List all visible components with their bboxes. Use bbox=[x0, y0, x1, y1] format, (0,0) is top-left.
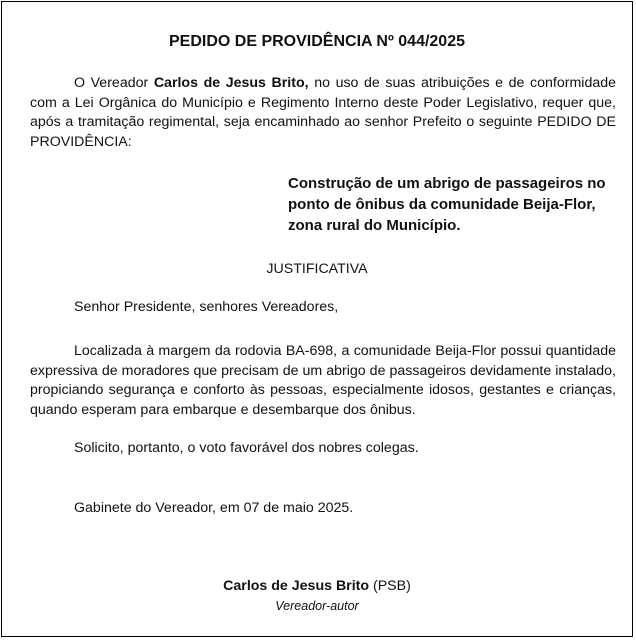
request-text: Construção de um abrigo de passageiros no ponto de ônibus da comunidade Beija-Flor, zona rural do Município. bbox=[288, 175, 606, 234]
signature-party: (PSB) bbox=[369, 578, 411, 594]
signature-role: Vereador-autor bbox=[275, 599, 359, 613]
document-title: PEDIDO DE PROVIDÊNCIA Nº 044/2025 bbox=[168, 33, 465, 50]
intro-before-name: O Vereador bbox=[74, 75, 154, 91]
author-name: Carlos de Jesus Brito, bbox=[153, 75, 309, 91]
intro-after-name: no uso de suas atribuições e de conformidade com a Lei Orgânica do Município e Regimento Interno deste Poder Legislativo, requer que, após a tramitação regimental, seja encaminhado ao senhor Prefeito o seguinte PEDIDO DE PROVIDÊNCIA: bbox=[30, 75, 617, 150]
document-page bbox=[1, 1, 633, 637]
signature-line bbox=[2, 578, 632, 594]
signature-name: Carlos de Jesus Brito bbox=[223, 578, 370, 594]
justification-heading: JUSTIFICATIVA bbox=[266, 261, 368, 277]
closing-request: Solicito, portanto, o voto favorável dos nobres colegas. bbox=[74, 440, 419, 456]
intro-paragraph bbox=[30, 74, 616, 152]
place-date: Gabinete do Vereador, em 07 de maio 2025. bbox=[74, 500, 354, 516]
justification-paragraph: Localizada à margem da rodovia BA-698, a comunidade Beija-Flor possui quantidade expressiva de moradores que precisam de um abrigo de passageiros devidamente instalado, propiciando segurança e conforto às pessoas, especialmente idosos, gestantes e crianças, quando esperam para embarque e desembarque dos ônibus. bbox=[30, 343, 616, 418]
salutation: Senhor Presidente, senhores Vereadores, bbox=[74, 299, 339, 315]
